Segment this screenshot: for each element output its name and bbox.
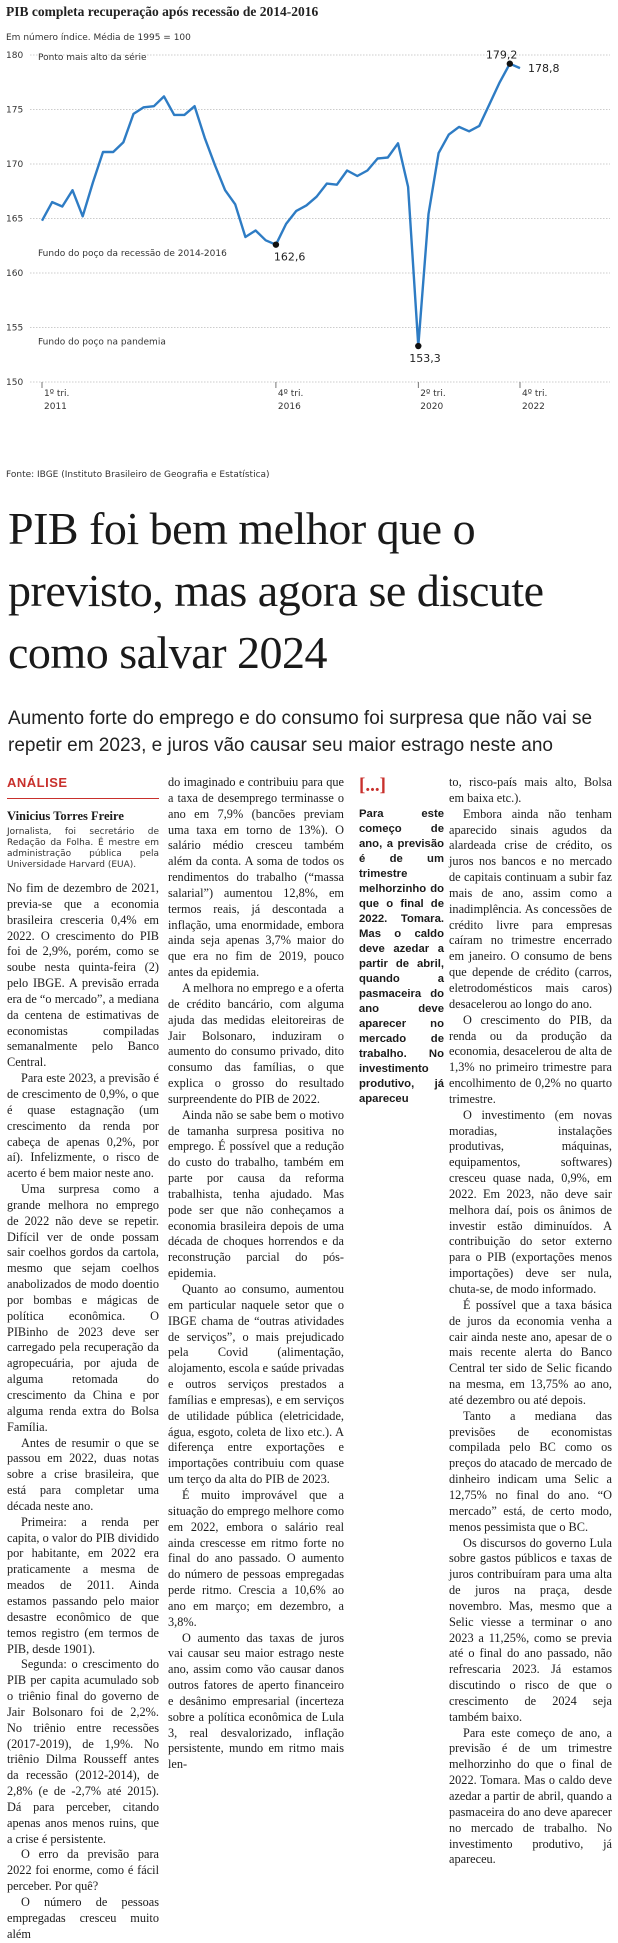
paragraph: Para este 2023, a previsão é de crescimento de 0,9%, o que é quase estagnação (um crescimento da renda por cabeça de apenas 0,2%, por aí). Infelizmente, o risco de acerto é bem maior neste ano. — [7, 1071, 159, 1181]
y-tick-label: 165 — [6, 214, 24, 225]
pull-quote-column — [359, 775, 444, 1107]
paragraph: É possível que a taxa básica de juros da economia venha a cair ainda neste ano, apesar de o mais recente alerta do Banco Central ter sido de Selic ficando na mesma, em 13,75% ao ano, até dezembro ou até depois. — [449, 1297, 612, 1407]
data-point-marker — [273, 241, 279, 247]
paragraph: Tanto a mediana das previsões de economistas compilada pelo BC como os preços do atacado de mercado de dinheiro indicam uma Selic a 12,75% no final do ano. “O mercado” está, de certo modo, menos pessimista que o BC. — [449, 1408, 612, 1534]
x-tick-year: 2022 — [522, 402, 545, 412]
paragraph: O aumento das taxas de juros vai causar seu maior estrago neste ano, assim como vão causar danos outros fatores de aperto financeiro e desânimo empresarial (incerteza sobre a política econômica de Lula 3, real desvalorizado, inflação persistente, mundo em ritmo mais len- — [168, 1630, 344, 1772]
chart-source: Fonte: IBGE (Instituto Brasileiro de Geografia e Estatística) — [6, 470, 270, 480]
x-tick-label: 1º tri. — [44, 389, 70, 399]
data-point-marker — [415, 343, 421, 349]
annotation-pandemic-low: Fundo do poço na pandemia — [38, 337, 166, 348]
article-column-1 — [7, 775, 159, 1943]
paragraph: A melhora no emprego e a oferta de crédito bancário, com alguma ajuda das medidas eleitoreiras de Jair Bolsonaro, induziram o aumento do consumo privado, dito consumo das famílias, o que explica o grosso do resultado surpreendente do PIB de 2022. — [168, 980, 344, 1106]
paragraph: É muito improvável que a situação do emprego melhore como em 2022, embora o salário real ainda crescesse em ritmo forte no final do ano passado. O aumento do número de pessoas empregadas perde ritmo. Crescia a 10,6% ao ano em março; em dezembro, a 3,8%. — [168, 1487, 344, 1629]
x-tick-label: 2º tri. — [420, 389, 446, 399]
section-kicker: ANÁLISE — [7, 775, 68, 790]
article-column-4 — [449, 775, 612, 1868]
x-tick-year: 2016 — [277, 402, 301, 412]
chart-title: PIB completa recuperação após recessão de 2014-2016 — [6, 4, 319, 19]
paragraph: Primeira: a renda per capita, o valor do PIB dividido por habitante, em 2022 era praticamente a mesma de meados de 2011. Ainda estamos passando pelo maior desastre econômico de que temos registro (em termos de PIB, desde 1901). — [7, 1514, 159, 1656]
annotation-recession-low: Fundo do poço da recessão de 2014-2016 — [38, 249, 227, 260]
y-tick-label: 175 — [6, 105, 24, 116]
kicker-rule — [7, 798, 159, 799]
paragraph: O investimento (em novas moradias, instalações produtivas, máquinas, equipamentos, softwares) cresceu quase nada, 0,9%, em 2022. Em 2023, não deve sair melhora daí, pois os ânimos de investir estão diminuídos. A contribuição do setor externo para o PIB (exportações menos importações) deve ser nula, chuta-se, de modo informado. — [449, 1107, 612, 1296]
paragraph: Segunda: o crescimento do PIB per capita acumulado sob o triênio final do governo de Jair Bolsonaro foi de 2,2%. No triênio entre recessões (2017-2019), de 1,9%. No triênio Dilma Rousseff antes da recessão (2012-2014), de 2,8% (e de -2,7% até 2015). Dá para perceber, citando apenas anos menos ruins, que a crise é persistente. — [7, 1657, 159, 1846]
author-name: Vinicius Torres Freire — [7, 809, 124, 823]
gdp-line-chart — [0, 50, 618, 468]
value-label-pandemic-low: 153,3 — [409, 352, 441, 366]
x-tick-year: 2011 — [44, 402, 67, 412]
y-tick-label: 180 — [6, 51, 24, 61]
paragraph: Para este começo de ano, a previsão é de um trimestre melhorzinho do que o final de 2022. Tomara. Mas o caldo deve azedar a partir de abril, quando a pasmaceira do ano deve aparecer no mercado de trabalho. No investimento produtivo, já apareceu. — [449, 1725, 612, 1867]
y-tick-label: 170 — [6, 160, 24, 170]
y-tick-label: 150 — [6, 378, 24, 388]
paragraph: Embora ainda não tenham aparecido sinais agudos da alardeada crise de crédito, os juros nos bancos e no mercado de capitais continuam a subir faz mais de ano, assim como a inadimplência. As concessões de crédito livre para empresas caíram no trimestre encerrado em janeiro. O consumo de bens que depende de crédito (carros, eletrodomésticos mais caros) desacelerou ao longo do ano. — [449, 806, 612, 1011]
paragraph: No fim de dezembro de 2021, previa-se que a economia brasileira cresceria 0,4% em 2022. O crescimento do PIB foi de 2,9%, porém, como se soube nesta quinta-feira (2) pelo IBGE. A previsão errada era de “o mercado”, a mediana da centena de estimativas de economistas compiladas semanalmente pelo Banco Central. — [7, 881, 159, 1070]
gdp-series-line — [42, 64, 520, 346]
column-1-text — [7, 881, 159, 1943]
paragraph: do imaginado e contribuiu para que a taxa de desemprego terminasse o ano em 7,9% (bancões previam uma taxa em torno de 13%). O salário médio cresceu também além da conta. A soma de todos os rendimentos do trabalho (“massa salarial”) aumentou 12,8%, em termos reais, já descontada a inflação, uma enormidade, embora ainda seja apenas 3,7% maior do que era no fim de 2019, pouco antes da epidemia. — [168, 775, 344, 980]
paragraph: O erro da previsão para 2022 foi enorme, como é fácil perceber. Por quê? — [7, 1847, 159, 1894]
x-tick-label: 4º tri. — [522, 389, 548, 399]
value-label-recession-low: 162,6 — [273, 250, 306, 264]
annotation-highest-point: Ponto mais alto da série — [38, 53, 147, 63]
paragraph: Ainda não se sabe bem o motivo de tamanha surpresa positiva no emprego. É possível que a redução do custo do trabalho, também em parte por causa da reforma trabalhista, tenha ajudado. Mas pode ser que não conheçamos a economia brasileira depois de uma década de choques horrendos e da reconstrução parcial do pós-epidemia. — [168, 1107, 344, 1281]
paragraph: Quanto ao consumo, aumentou em particular naquele setor que o IBGE chama de “outras atividades de serviços”, o mais prejudicado pela Covid (alimentação, alojamento, escola e saúde privadas e outros serviços prestados a famílias e empresas), e em serviços de utilidade pública (eletricidade, água, esgoto, coleta de lixo etc.). A diferença entre exportações e importações contribuiu com quase um terço da alta do PIB de 2023. — [168, 1282, 344, 1487]
x-tick-label: 4º tri. — [277, 389, 304, 399]
paragraph: Antes de resumir o que se passou em 2022, duas notas sobre a crise brasileira, que está para completar uma década neste ano. — [7, 1435, 159, 1513]
value-label-last: 178,8 — [528, 62, 560, 76]
chart-subtitle: Em número índice. Média de 1995 = 100 — [6, 33, 191, 43]
y-tick-label: 155 — [6, 323, 24, 334]
paragraph: O número de pessoas empregadas cresceu muito além — [7, 1895, 159, 1941]
paragraph: Uma surpresa como a grande melhora no emprego de 2022 não deve se repetir. Difícil ver de onde possam sair coelhos gordos da cartola, mesmo que sejam coelhos anabolizados de modo doentio por bombas e mágicas de política econômica. O PIBinho de 2023 deve ser carregado pela recuperação da agropecuária, por ajuda de alguma retomada do crescimento da China e por alguma renda extra do Bolsa Família. — [7, 1182, 159, 1434]
author-bio: Jornalista, foi secretário de Redação da Folha. É mestre em administração pública pela Universidade Harvard (EUA). — [7, 827, 159, 870]
value-label-max: 179,2 — [485, 50, 518, 62]
deck: Aumento forte do emprego e do consumo foi surpresa que não vai se repetir em 2023, e juros vão causar seu maior estrago neste ano — [8, 708, 593, 756]
x-tick-year: 2020 — [420, 402, 444, 412]
paragraph: Os discursos do governo Lula sobre gastos públicos e taxas de juros contribuíram para uma alta de juros na praça, desde novembro. Mas, mesmo que a Selic viesse a terminar o ano 2023 a 11,25%, como se previa até o final do ano passado, não refrescaria 2023. Já estamos discutindo o risco de que o crescimento de 2024 seja também baixo. — [449, 1535, 612, 1724]
article-column-2 — [168, 775, 344, 1773]
pull-quote-mark: [...] — [359, 775, 386, 796]
paragraph: to, risco-país mais alto, Bolsa em baixa etc.). — [449, 775, 612, 805]
y-tick-label: 160 — [6, 269, 24, 279]
headline: PIB foi bem melhor que o previsto, mas agora se discute como salvar 2024 — [8, 503, 544, 678]
paragraph: O crescimento do PIB, da renda ou da produção da economia, desacelerou de alta de 1,3% no primeiro trimestre para encolhimento de 0,2% no quarto trimestre. — [449, 1012, 612, 1106]
pull-quote: Para este começo de ano, a previsão é de um trimestre melhorzinho do que o final de 2022. Tomara. Mas o caldo deve azedar a partir de abril, quando a pasmaceira do ano deve aparecer no mercado de trabalho. No investimento produtivo, já apareceu — [359, 808, 444, 1105]
